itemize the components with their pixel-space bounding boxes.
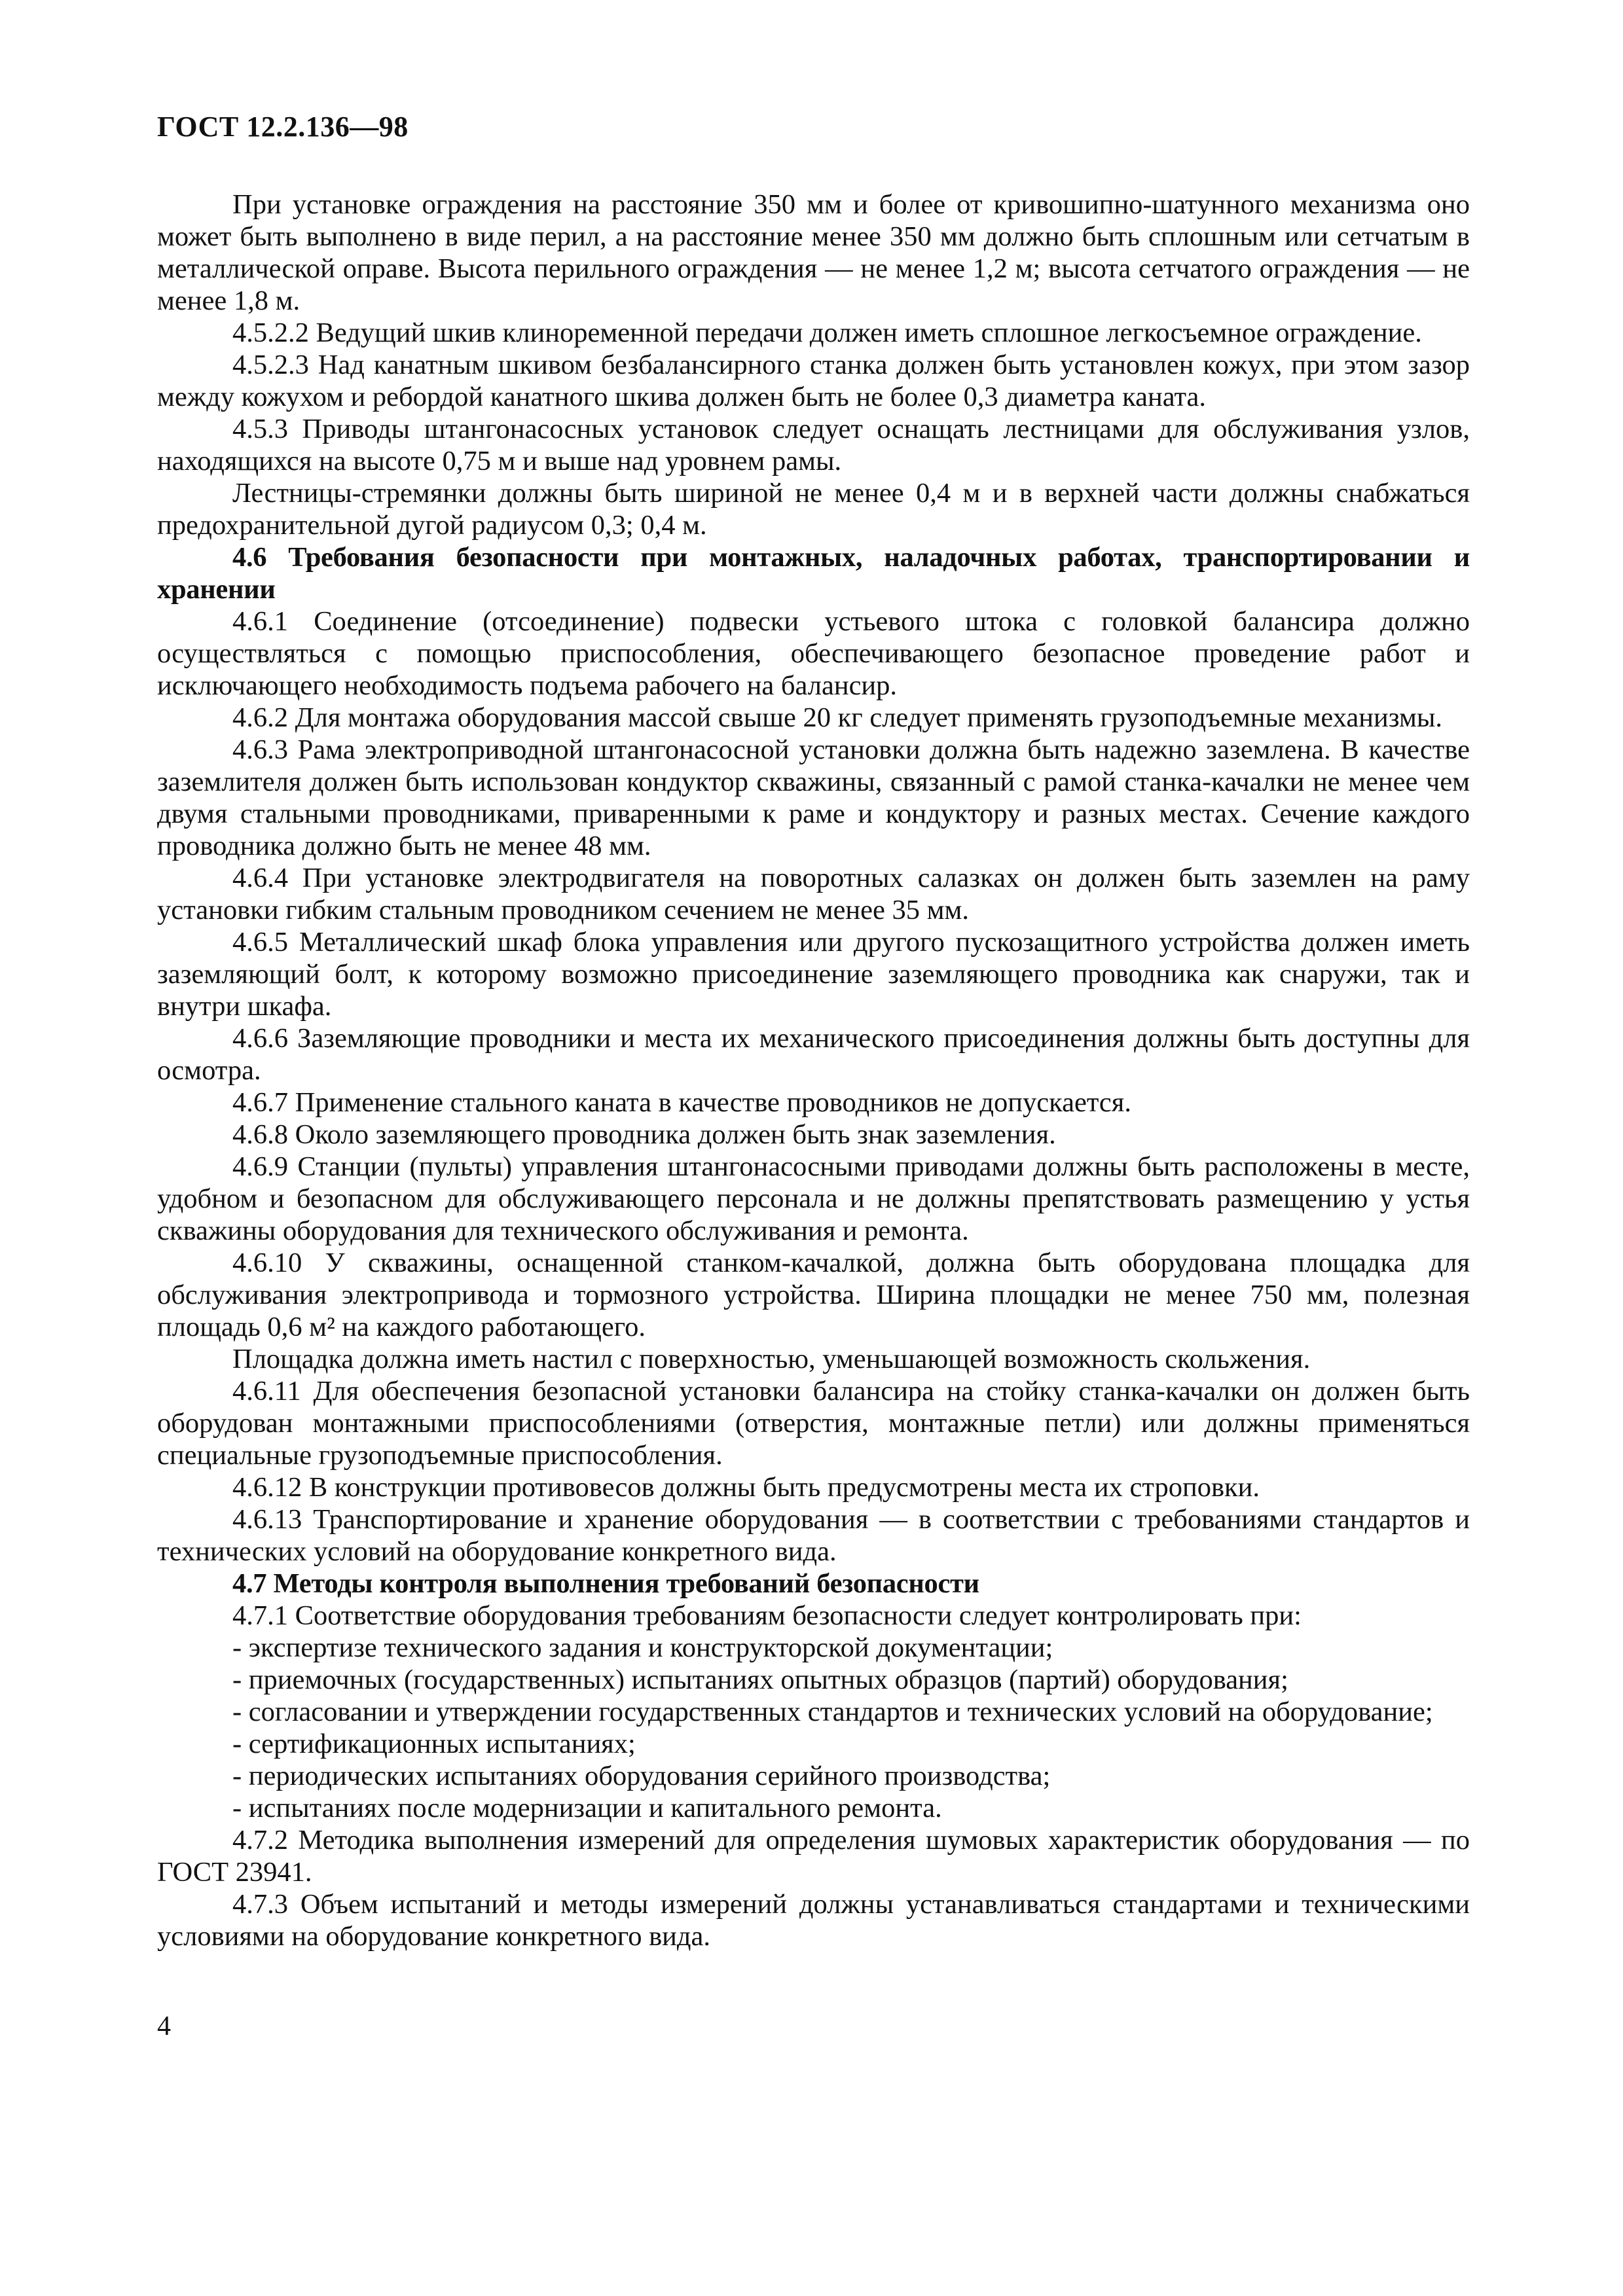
paragraph: 4.6.12 В конструкции противовесов должны быть предусмотрены места их строповки. — [232, 1472, 1260, 1503]
document-code-header: ГОСТ 12.2.136—98 — [157, 111, 409, 143]
page-number: 4 — [157, 2011, 171, 2041]
section-heading-4-7: 4.7 Методы контроля выполнения требований безопасности — [232, 1568, 979, 1599]
paragraph: 4.6.10 У скважины, оснащенной станком-качалкой, должна быть оборудована площадка для обслуживания электропривода и тормозного устройства. Ширина площадки не менее 750 мм, полезная площадь 0,6 м² на каждого работающего. — [157, 1247, 1470, 1342]
list-item: - сертификационных испытаниях; — [232, 1729, 636, 1759]
paragraph: Лестницы-стремянки должны быть шириной не менее 0,4 м и в верхней части должны снабжаться предохранительной дугой радиусом 0,3; 0,4 м. — [157, 478, 1470, 541]
paragraph: Площадка должна иметь настил с поверхностью, уменьшающей возможность скольжения. — [232, 1344, 1311, 1374]
list-item: - экспертизе технического задания и конструкторской документации; — [232, 1632, 1053, 1663]
paragraph: 4.6.13 Транспортирование и хранение оборудования — в соответствии с требованиями стандартов и технических условий на оборудование конкретного вида. — [157, 1504, 1470, 1567]
paragraph: 4.5.3 Приводы штангонасосных установок следует оснащать лестницами для обслуживания узлов, находящихся на высоте 0,75 м и выше над уровнем рамы. — [157, 414, 1470, 476]
paragraph: 4.6.5 Металлический шкаф блока управления или другого пускозащитного устройства должен иметь заземляющий болт, к которому возможно присоединение заземляющего проводника как снаружи, так и внутри шкафа. — [157, 927, 1470, 1022]
list-item: - испытаниях после модернизации и капитального ремонта. — [232, 1793, 942, 1823]
list-item: - приемочных (государственных) испытаниях опытных образцов (партий) оборудования; — [232, 1664, 1288, 1695]
paragraph: 4.6.2 Для монтажа оборудования массой свыше 20 кг следует применять грузоподъемные механизмы. — [232, 702, 1443, 733]
paragraph: 4.7.3 Объем испытаний и методы измерений должны устанавливаться стандартами и техническими условиями на оборудование конкретного вида. — [157, 1889, 1470, 1952]
paragraph: 4.6.11 Для обеспечения безопасной установки балансира на стойку станка-качалки он должен быть оборудован монтажными приспособлениями (отверстия, монтажные петли) или должны применяться специальные грузоподъемные приспособления. — [157, 1376, 1470, 1471]
paragraph: 4.7.2 Методика выполнения измерений для определения шумовых характеристик оборудования — по ГОСТ 23941. — [157, 1825, 1470, 1888]
document-body — [157, 188, 1470, 1952]
paragraph: При установке ограждения на расстояние 350 мм и более от кривошипно-шатунного механизма оно может быть выполнено в виде перил, а на расстояние менее 350 мм должно быть сплошным или сетчатым в металлической оправе. Высота перильного ограждения — не менее 1,2 м; высота сетчатого ограждения — не менее 1,8 м. — [157, 189, 1470, 316]
paragraph: 4.6.7 Применение стального каната в качестве проводников не допускается. — [232, 1087, 1131, 1118]
paragraph: 4.6.8 Около заземляющего проводника должен быть знак заземления. — [232, 1119, 1056, 1150]
paragraph: 4.7.1 Соответствие оборудования требованиям безопасности следует контролировать при: — [232, 1600, 1302, 1631]
paragraph: 4.6.3 Рама электроприводной штангонасосной установки должна быть надежно заземлена. В качестве заземлителя должен быть использован кондуктор скважины, связанный с рамой станка-качалки не менее чем двумя стальными проводниками, приваренными к раме и кондуктору и разных местах. Сечение каждого проводника должно быть не менее 48 мм. — [157, 734, 1470, 861]
paragraph: 4.6.4 При установке электродвигателя на поворотных салазках он должен быть заземлен на раму установки гибким стальным проводником сечением не менее 35 мм. — [157, 863, 1470, 925]
list-item: - периодических испытаниях оборудования серийного производства; — [232, 1761, 1051, 1791]
paragraph: 4.6.9 Станции (пульты) управления штангонасосными приводами должны быть расположены в месте, удобном и безопасном для обслуживающего персонала и не должны препятствовать размещению у устья скважины оборудования для технического обслуживания и ремонта. — [157, 1151, 1470, 1246]
paragraph: 4.6.6 Заземляющие проводники и места их механического присоединения должны быть доступны для осмотра. — [157, 1023, 1470, 1086]
paragraph: 4.5.2.3 Над канатным шкивом безбалансирного станка должен быть установлен кожух, при этом зазор между кожухом и ребордой канатного шкива должен быть не более 0,3 диаметра каната. — [157, 350, 1470, 412]
section-heading-4-6: 4.6 Требования безопасности при монтажных, наладочных работах, транспортировании и хранении — [157, 542, 1470, 605]
paragraph: 4.6.1 Соединение (отсоединение) подвески устьевого штока с головкой балансира должно осуществляться с помощью приспособления, обеспечивающего безопасное проведение работ и исключающего необходимость подъема рабочего на балансир. — [157, 606, 1470, 701]
paragraph: 4.5.2.2 Ведущий шкив клиноременной передачи должен иметь сплошное легкосъемное ограждение. — [232, 317, 1422, 348]
list-item: - согласовании и утверждении государственных стандартов и технических условий на оборудование; — [232, 1696, 1433, 1727]
